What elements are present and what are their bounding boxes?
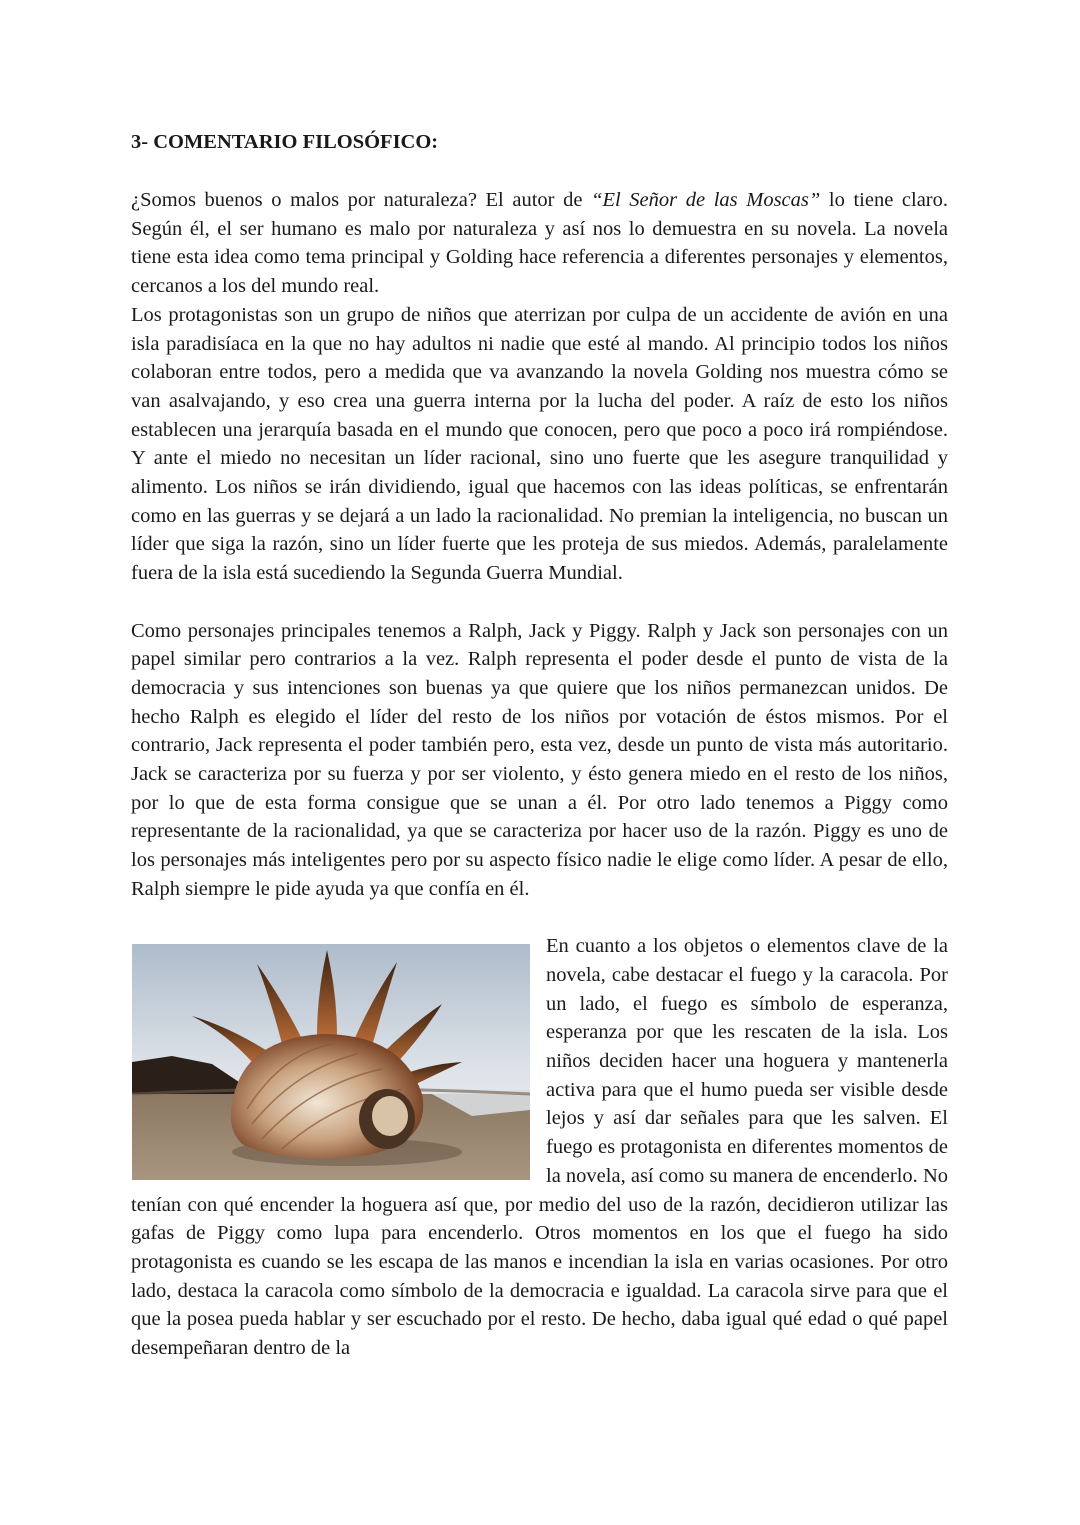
paragraph-intro-text-a: ¿Somos buenos o malos por naturaleza? El autor de (131, 189, 592, 211)
document-page (131, 128, 948, 1363)
paragraph-intro (131, 186, 948, 301)
paragraph-characters: Como personajes principales tenemos a Ralph, Jack y Piggy. Ralph y Jack son personajes con un papel similar pero contrarios a la vez. Ralph representa el poder desde el punto de vista de la democracia y sus intenciones son buenas ya que quiere que los niños permanezcan unidos. De hecho Ralph es elegido el líder del resto de los niños por votación de éstos mismos. Por el contrario, Jack representa el poder también pero, esta vez, desde un punto de vista más autoritario. Jack se caracteriza por su fuerza y por ser violento, y ésto genera miedo en el resto de los niños, por lo que de esta forma consigue que se unan a él. Por otro lado tenemos a Piggy como representante de la racionalidad, ya que se caracteriza por hacer uso de la razón. Piggy es uno de los personajes más inteligentes pero por su aspecto físico nadie le elige como líder. A pesar de ello, Ralph siempre le pide ayuda ya que confía en él. (131, 619, 948, 900)
novel-title: “El Señor de las Moscas” (591, 189, 821, 211)
spacer (131, 162, 948, 186)
spacer (131, 588, 948, 617)
paragraph-protagonists: Los protagonistas son un grupo de niños que aterrizan por culpa de un accidente de avión en una isla paradisíaca en la que no hay adultos ni nadie que esté al mando. Al principio todos los niños colaboran entre todos, pero a medida que va avanzando la novela Golding nos muestra cómo se van asalvajando, y eso crea una guerra interna por la lucha del poder. A raíz de esto los niños establecen una jerarquía basada en el mundo que conocen, pero que poco a poco irá rompiéndose. Y ante el miedo no necesitan un líder racional, sino uno fuerte que les asegure tranquilidad y alimento. Los niños se irán dividiendo, igual que hacemos con las ideas políticas, se enfrentarán como en las guerras y se dejará a un lado la racionalidad. No premian la inteligencia, no buscan un líder que siga la razón, sino un líder fuerte que les proteja de sus miedos. Además, paralelamente fuera de la isla está sucediendo la Segunda Guerra Mundial. (131, 303, 948, 585)
conch-shell-photo (132, 944, 530, 1180)
spacer (131, 904, 948, 933)
paragraph-intro-text-b: lo tiene claro. Según él, el ser humano es malo por naturaleza y así nos lo demuestra en su novela. La novela tiene esta idea como tema principal y Golding hace referencia a diferentes personajes y elementos, cercanos a los del mundo real. (131, 189, 949, 298)
shell-opening-lip (372, 1096, 408, 1136)
section-title: 3- COMENTARIO FILOSÓFICO: (131, 131, 439, 153)
paragraph-objects: En cuanto a los objetos o elementos clave de la novela, cabe destacar el fuego y la caracola. Por un lado, el fuego es símbolo de esperanza, esperanza por que les rescaten de la isla. Los niños deciden hacer una hoguera y mantenerla activa para que el humo pueda ser visible desde lejos y así dar señales para que les salven. El fuego es protagonista en diferentes momentos de la novela, así como su manera de encenderlo. No tenían con qué encender la hoguera así que, por medio del uso de la razón, decidieron utilizar las gafas de Piggy como lupa para encenderlo. Otros momentos en los que el fuego ha sido protagonista es cuando se les escapa de las manos e incendian la isla en varias ocasiones. Por otro lado, destaca la caracola como símbolo de la democracia e igualdad. La caracola sirve para que el que la posea pueda hablar y ser escuchado por el resto. De hecho, daba igual qué edad o qué papel desempeñaran dentro de la (131, 935, 948, 1360)
conch-shell-image (132, 944, 530, 1180)
